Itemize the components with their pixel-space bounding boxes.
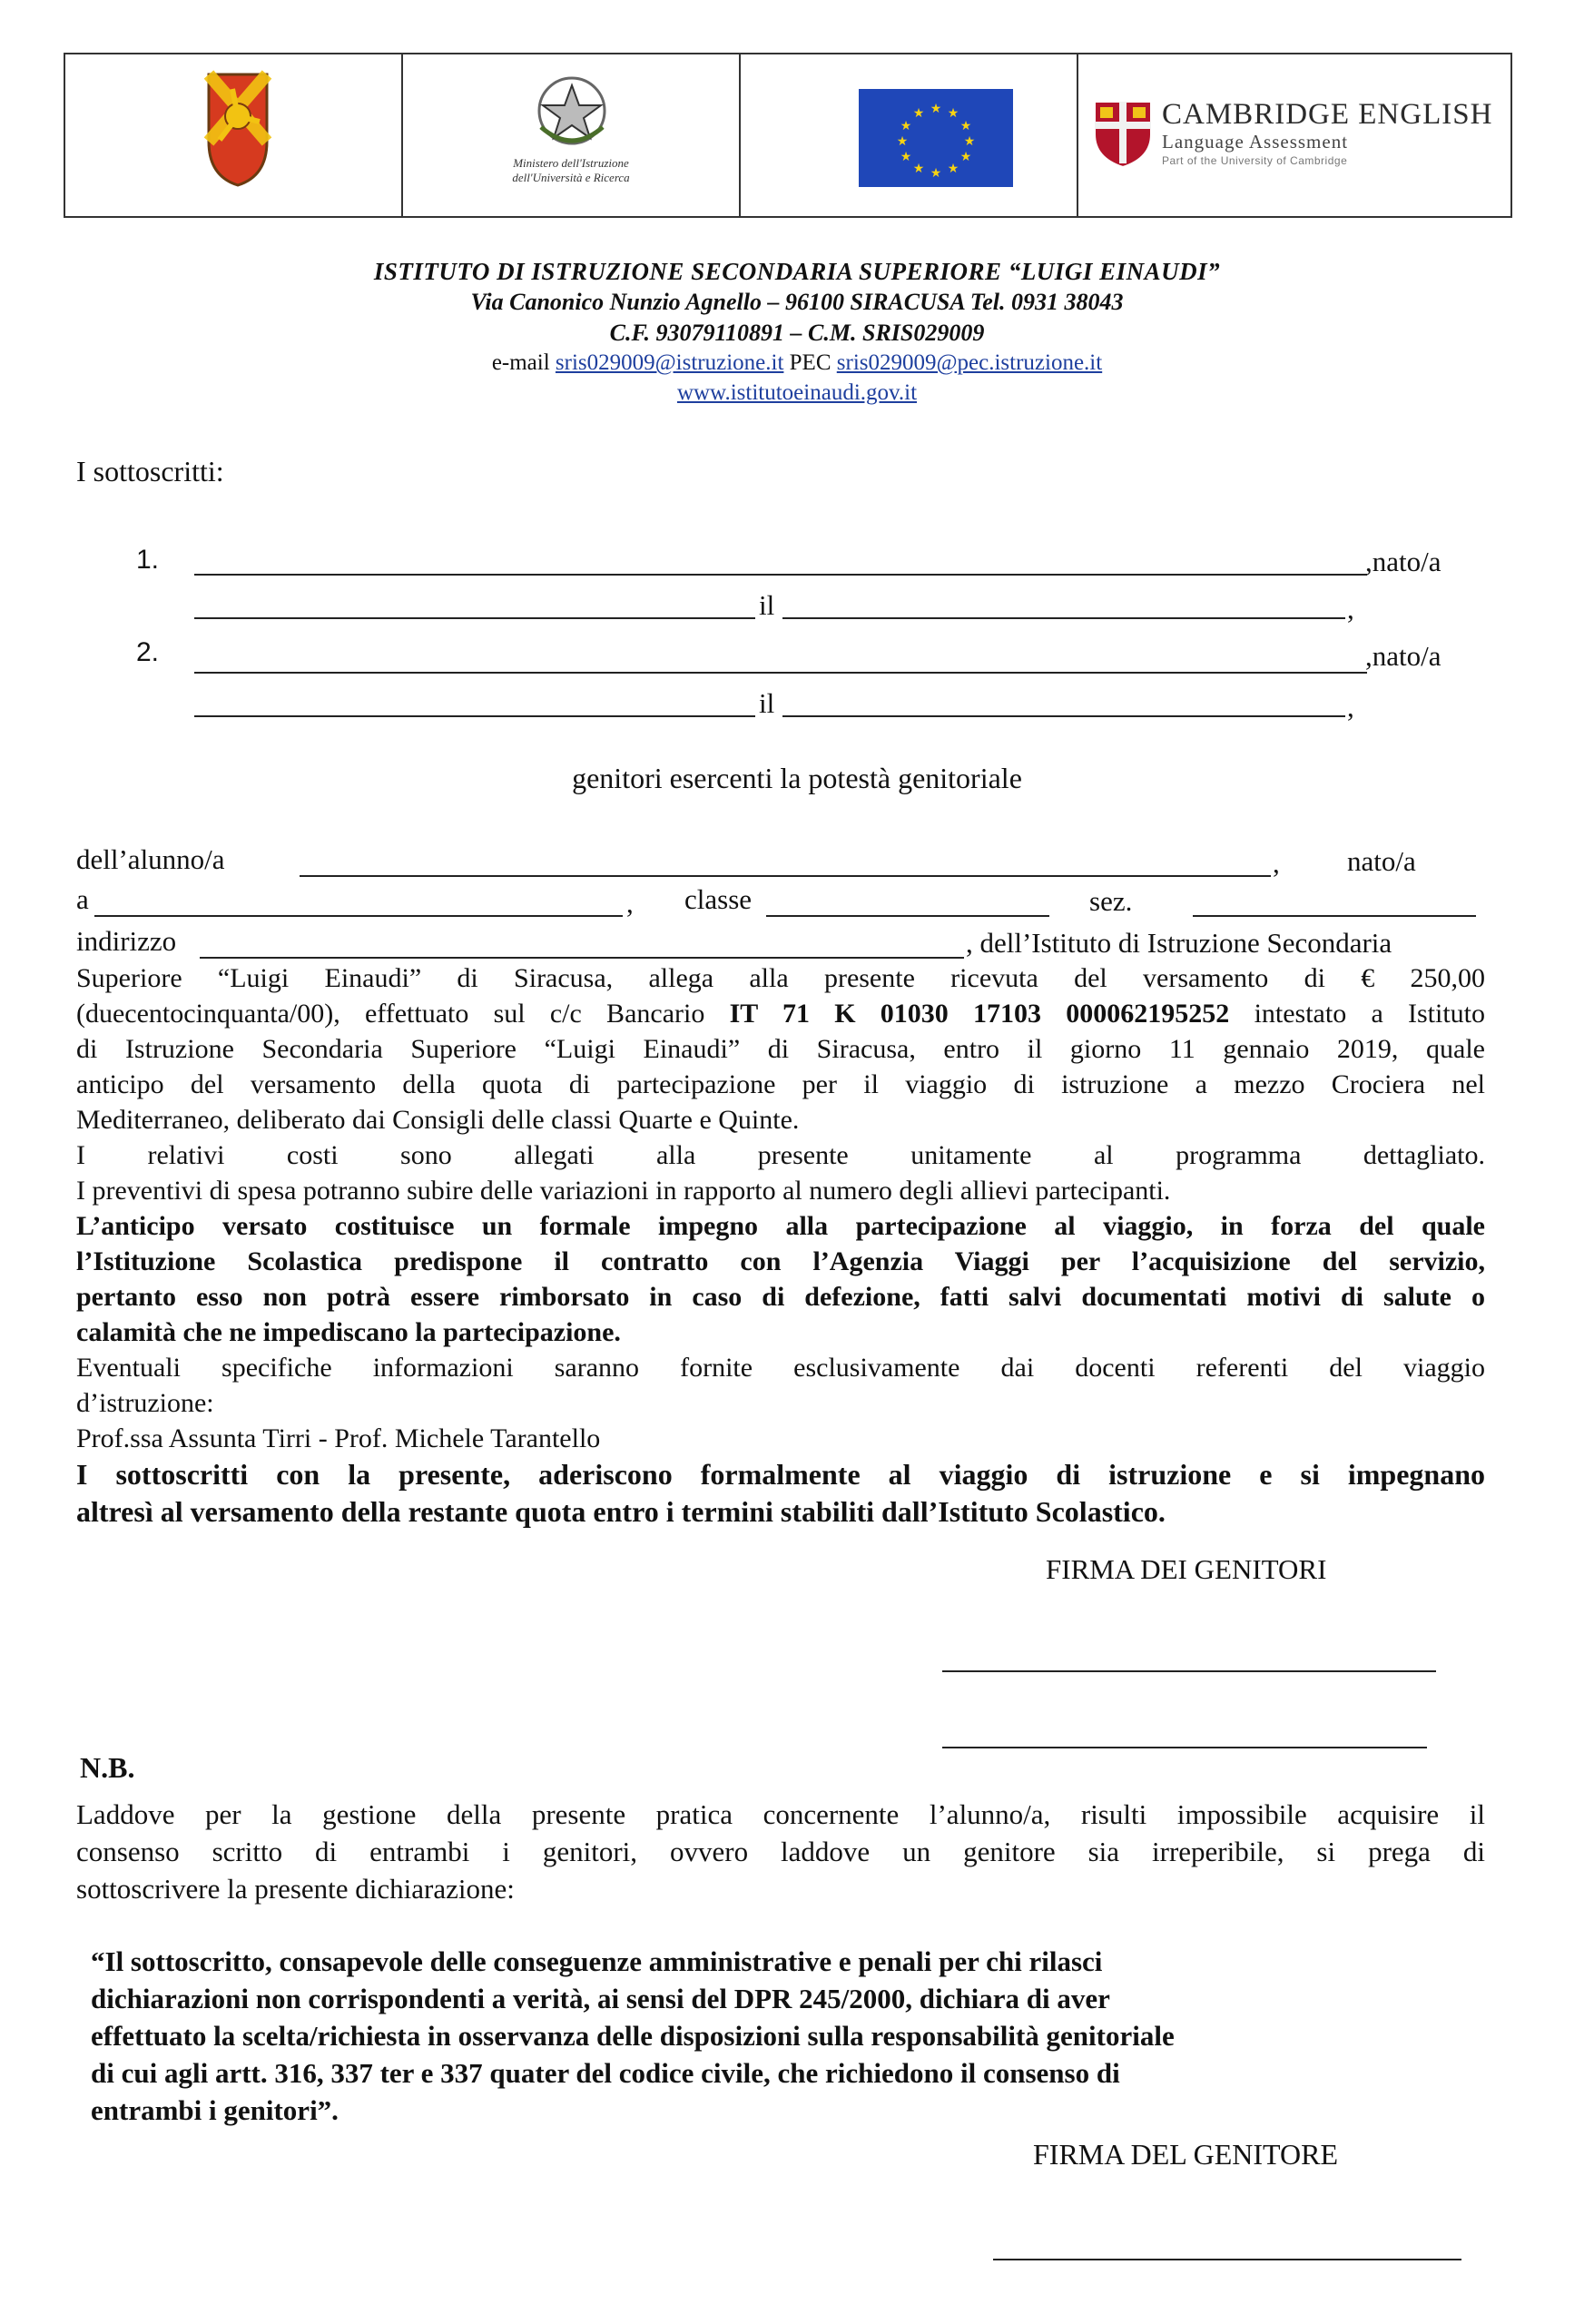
- svg-text:★: ★: [896, 134, 909, 149]
- deposit-line-1: L’anticipo versato costituisce un formale impegno alla partecipazione al viaggio, in forza del quale: [76, 1211, 1485, 1241]
- body-line-5: Mediterraneo, deliberato dai Consigli delle classi Quarte e Quinte.: [76, 1105, 800, 1135]
- declaration-line-1: “Il sottoscritto, consapevole delle conseguenze amministrative e penali per chi rilasci: [91, 1945, 1103, 1977]
- declaration-line-3: effettuato la scelta/richiesta in osservanza delle disposizioni sulla responsabilità genitoriale: [91, 2020, 1175, 2052]
- cambridge-subtitle: Language Assessment: [1162, 131, 1349, 153]
- svg-text:★: ★: [900, 150, 912, 164]
- school-address: Via Canonico Nunzio Agnello – 96100 SIRACUSA Tel. 0931 38043: [470, 289, 1124, 315]
- svg-text:★: ★: [900, 119, 912, 133]
- parent2-number: 2.: [136, 637, 160, 667]
- signature-parent2-field[interactable]: [942, 1747, 1427, 1748]
- body-line-1: Superiore “Luigi Einaudi” di Siracusa, allega alla presente ricevuta del versamento di € 250,00: [76, 963, 1485, 993]
- parent2-il-label: il: [759, 687, 775, 719]
- signature-parent1-field[interactable]: [942, 1670, 1436, 1672]
- sicily-coat-of-arms-icon: [203, 69, 272, 191]
- italian-republic-emblem-icon: [528, 73, 615, 151]
- signature-parents-label: FIRMA DEI GENITORI: [1046, 1553, 1327, 1585]
- student-a-label: a: [76, 883, 89, 915]
- parent1-name-field[interactable]: [194, 574, 1367, 576]
- cambridge-shield-icon: [1091, 98, 1155, 169]
- declaration-line-4: di cui agli artt. 316, 337 ter e 337 quater del codice civile, che richiedono il consenso di: [91, 2057, 1120, 2089]
- svg-text:★: ★: [930, 102, 942, 116]
- costs-line: I relativi costi sono allegati alla presente unitamente al programma dettagliato.: [76, 1140, 1485, 1170]
- svg-text:★: ★: [963, 134, 976, 149]
- deposit-line-4: calamità che ne impediscano la partecipazione.: [76, 1317, 621, 1347]
- student-name-field[interactable]: [300, 875, 1271, 877]
- deposit-line-2: l’Istituzione Scolastica predispone il contratto con l’Agenzia Viaggi per l’acquisizione del servizio,: [76, 1246, 1485, 1276]
- parent2-name-field[interactable]: [194, 672, 1367, 674]
- svg-text:★: ★: [947, 162, 959, 176]
- intro-label: I sottoscritti:: [76, 455, 224, 487]
- nb-line-1: Laddove per la gestione della presente pratica concernente l’alunno/a, risulti impossibile acquisire il: [76, 1798, 1485, 1830]
- body-line-4: anticipo del versamento della quota di partecipazione per il viaggio di istruzione a mezzo Crociera nel: [76, 1069, 1485, 1099]
- parent2-birthplace-field[interactable]: [194, 715, 755, 717]
- parent2-comma: ,: [1347, 691, 1354, 723]
- nb-line-2: consenso scritto di entrambi i genitori, ovvero laddove un genitore sia irreperibile, si prega di: [76, 1836, 1485, 1867]
- parent1-il-label: il: [759, 589, 775, 621]
- body-paragraph: [76, 960, 1485, 1531]
- school-website-row: [0, 380, 1594, 406]
- student-comma: ,: [1273, 847, 1280, 879]
- ministry-cell: [403, 54, 741, 216]
- class-field[interactable]: [766, 915, 1049, 917]
- commitment-notice: [76, 1456, 1485, 1531]
- pec-link[interactable]: sris029009@pec.istruzione.it: [836, 350, 1103, 375]
- email-link[interactable]: sris029009@istruzione.it: [555, 350, 784, 375]
- student-label: dell’alunno/a: [76, 843, 225, 875]
- commitment-line-1: I sottoscritti con la presente, aderiscono formalmente al viaggio di istruzione e si impegnano: [76, 1458, 1485, 1491]
- body-line-2: [76, 996, 1485, 1031]
- deposit-notice: [76, 1208, 1485, 1350]
- address-label: indirizzo: [76, 925, 177, 957]
- commitment-line-2: altresì al versamento della restante quota entro i termini stabiliti dall’Istituto Scolastico.: [76, 1495, 1166, 1528]
- svg-text:★: ★: [947, 106, 959, 121]
- nb-line-3: sottoscrivere la presente dichiarazione:: [76, 1873, 515, 1905]
- section-field[interactable]: [1193, 915, 1476, 917]
- parent1-number: 1.: [136, 545, 160, 575]
- declaration-block: [91, 1943, 1434, 2129]
- svg-text:★: ★: [912, 162, 925, 176]
- logo-header: [64, 53, 1512, 218]
- nb-title: N.B.: [80, 1751, 135, 1784]
- school-name: ISTITUTO DI ISTRUZIONE SECONDARIA SUPERIORE “LUIGI EINAUDI”: [373, 258, 1221, 285]
- school-contacts: [0, 350, 1594, 376]
- signature-parent-field[interactable]: [993, 2259, 1461, 2260]
- declaration-line-2: dichiarazioni non corrispondenti a verità, ai sensi del DPR 245/2000, dichiara di aver: [91, 1983, 1110, 2014]
- section-label: sez.: [1089, 885, 1133, 917]
- info-line-1: Eventuali specifiche informazioni saranno fornite esclusivamente dai docenti referenti del viaggio: [76, 1353, 1485, 1383]
- parents-role: genitori esercenti la potestà genitoriale: [572, 762, 1022, 794]
- address-tail: , dell’Istituto di Istruzione Secondaria: [966, 927, 1392, 959]
- iban: IT 71 K 01030 17103 000062195252: [729, 999, 1230, 1029]
- body-line-2b: intestato a Istituto: [1254, 999, 1486, 1029]
- teachers-line: Prof.ssa Assunta Tirri - Prof. Michele Tarantello: [76, 1423, 601, 1453]
- sicily-region-cell: [65, 54, 403, 216]
- parent1-comma: ,: [1347, 593, 1354, 625]
- svg-text:★: ★: [959, 119, 972, 133]
- body-line-3: di Istruzione Secondaria Superiore “Luigi Einaudi” di Siracusa, entro il giorno 11 gennaio 2019, quale: [76, 1034, 1485, 1064]
- estimates-line: I preventivi di spesa potranno subire delle variazioni in rapporto al numero degli allievi partecipanti.: [76, 1176, 1171, 1206]
- svg-text:★: ★: [912, 106, 925, 121]
- nb-text: [76, 1796, 1485, 1907]
- parent2-born-label: ,nato/a: [1365, 640, 1441, 672]
- parent1-born-label: ,nato/a: [1365, 546, 1441, 577]
- signature-parent-label: FIRMA DEL GENITORE: [1033, 2138, 1338, 2171]
- student-comma-2: ,: [626, 887, 634, 919]
- declaration-line-5: entrambi i genitori”.: [91, 2094, 339, 2126]
- parent2-birthdate-field[interactable]: [782, 715, 1345, 717]
- cambridge-cell: [1078, 54, 1510, 216]
- parent1-birthdate-field[interactable]: [782, 617, 1345, 619]
- cambridge-title: CAMBRIDGE ENGLISH: [1162, 98, 1493, 131]
- eu-flag-cell: [741, 54, 1078, 216]
- class-label: classe: [684, 883, 753, 915]
- body-line-2a: (duecentocinquanta/00), effettuato sul c/c Bancario: [76, 999, 705, 1029]
- pec-label: PEC: [789, 350, 831, 375]
- website-link[interactable]: www.istitutoeinaudi.gov.it: [676, 380, 918, 405]
- eu-flag-icon: [859, 89, 1013, 187]
- cambridge-part-of: Part of the University of Cambridge: [1162, 154, 1348, 167]
- student-birthplace-field[interactable]: [94, 915, 623, 917]
- address-field[interactable]: [200, 957, 964, 959]
- info-line-2: d’istruzione:: [76, 1388, 214, 1418]
- school-codes: C.F. 93079110891 – C.M. SRIS029009: [609, 320, 985, 346]
- svg-text:★: ★: [959, 150, 972, 164]
- svg-text:★: ★: [930, 166, 942, 181]
- deposit-line-3: pertanto esso non potrà essere rimborsato in caso di defezione, fatti salvi documentati motivi di salute o: [76, 1282, 1485, 1312]
- email-label: e-mail: [491, 350, 550, 375]
- ministry-logo-text: Ministero dell'Istruzione dell'Università e Ricerca: [512, 156, 630, 184]
- parent1-birthplace-field[interactable]: [194, 617, 755, 619]
- student-born-label: nato/a: [1347, 845, 1416, 877]
